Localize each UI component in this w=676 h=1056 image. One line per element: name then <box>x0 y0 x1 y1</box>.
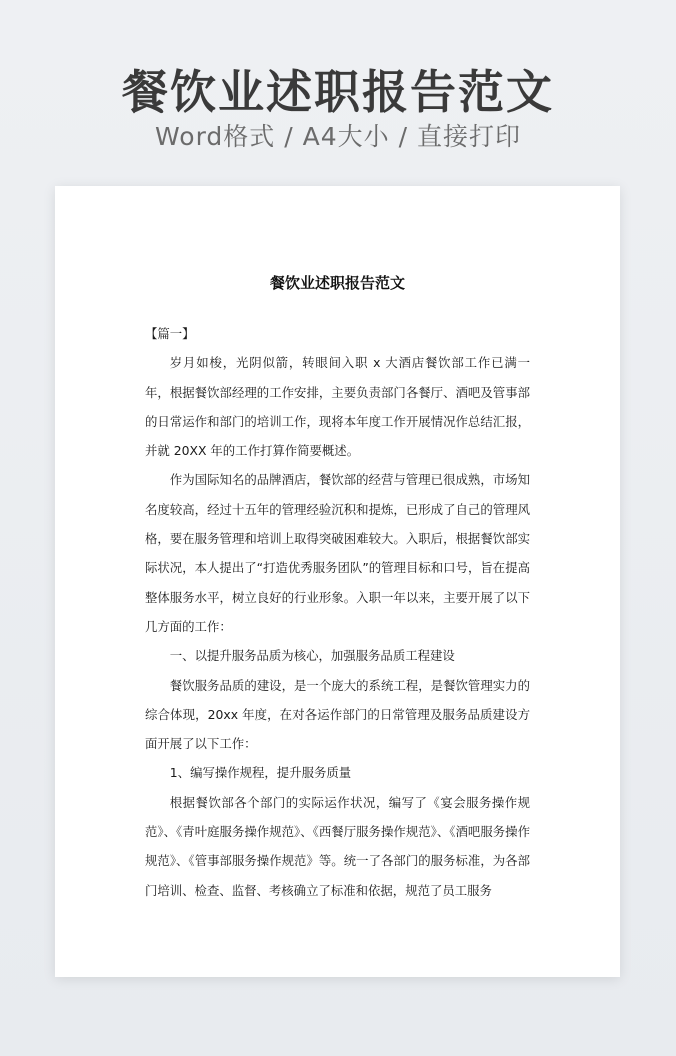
document-page <box>55 186 620 977</box>
paragraph: 根据餐饮部各个部门的实际运作状况，编写了《宴会服务操作规范》、《青叶庭服务操作规范》、《西餐厅服务操作规范》、《酒吧服务操作规范》、《管事部服务操作规范》等。统一了各部门的服务标准，为各部门培训、检查、监督、考核确立了标准和依据，规范了员工服务 <box>145 794 530 898</box>
document-title: 餐饮业述职报告范文 <box>269 274 405 292</box>
banner-title: 餐饮业述职报告范文 <box>122 65 554 119</box>
banner-subtitle: Word格式 / A4大小 / 直接打印 <box>155 122 521 151</box>
section-label: 【篇一】 <box>145 326 195 341</box>
document-body <box>145 319 530 905</box>
subsection-heading: 1、编写操作规程，提升服务质量 <box>169 765 352 781</box>
paragraph: 岁月如梭，光阴似箭，转眼间入职 x 大酒店餐饮部工作已满一年，根据餐饮部经理的工作安排，主要负责部门各餐厅、酒吧及管事部的日常运作和部门的培训工作，现将本年度工作开展情况作总结汇报，并就 20XX 年的工作打算作简要概述。 <box>145 355 530 459</box>
paragraph: 餐饮服务品质的建设，是一个庞大的系统工程，是餐饮管理实力的综合体现，20xx 年度，在对各运作部门的日常管理及服务品质建设方面开展了以下工作： <box>145 677 530 752</box>
paragraph: 作为国际知名的品牌酒店，餐饮部的经营与管理已很成熟，市场知名度较高，经过十五年的管理经验沉积和提炼，已形成了自己的管理风格，要在服务管理和培训上取得突破困难较大。入职后，根据餐饮部实际状况，本人提出了“打造优秀服务团队”的管理目标和口号，旨在提高整体服务水平，树立良好的行业形象。入职一年以来，主要开展了以下几方面的工作： <box>145 472 530 634</box>
section-heading: 一、以提升服务品质为核心，加强服务品质工程建设 <box>169 648 455 664</box>
